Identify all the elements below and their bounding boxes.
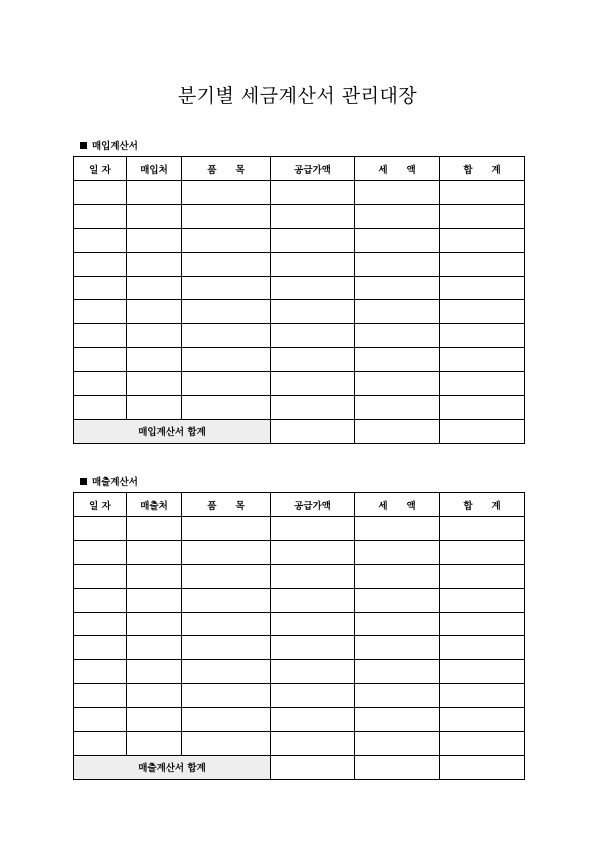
table-cell[interactable]: [182, 517, 271, 541]
table-cell[interactable]: [440, 204, 525, 228]
table-cell[interactable]: [127, 612, 182, 636]
column-header: 매입처: [127, 157, 182, 181]
table-cell[interactable]: [355, 540, 440, 564]
table-cell[interactable]: [440, 660, 525, 684]
table-cell[interactable]: [182, 708, 271, 732]
total-cell[interactable]: [271, 755, 355, 779]
table-cell[interactable]: [74, 348, 127, 372]
square-bullet-icon: [80, 478, 87, 485]
table-cell[interactable]: [182, 684, 271, 708]
column-header: 세 액: [355, 157, 440, 181]
total-row: [74, 419, 525, 443]
column-header: 공급가액: [271, 157, 355, 181]
column-header: 합 계: [440, 493, 525, 517]
table-cell[interactable]: [440, 372, 525, 396]
table-cell[interactable]: [74, 276, 127, 300]
table-cell[interactable]: [127, 181, 182, 205]
table-cell[interactable]: [355, 660, 440, 684]
table-row: [74, 732, 525, 756]
table-cell[interactable]: [127, 732, 182, 756]
table-cell[interactable]: [127, 324, 182, 348]
table-cell[interactable]: [440, 588, 525, 612]
table-cell[interactable]: [74, 636, 127, 660]
table-row: [74, 636, 525, 660]
table-cell[interactable]: [355, 228, 440, 252]
table-row: [74, 300, 525, 324]
sales-invoice-table: [73, 492, 525, 780]
table-cell[interactable]: [182, 276, 271, 300]
table-cell[interactable]: [182, 564, 271, 588]
table-cell[interactable]: [355, 708, 440, 732]
table-cell[interactable]: [271, 276, 355, 300]
table-cell[interactable]: [74, 181, 127, 205]
table-cell[interactable]: [440, 252, 525, 276]
total-cell[interactable]: [355, 419, 440, 443]
total-label: 매출계산서 합계: [74, 755, 271, 779]
purchase-invoice-table: [73, 156, 525, 444]
table-header-row: [74, 157, 525, 181]
table-row: [74, 276, 525, 300]
sales-section-label: [80, 474, 138, 488]
table-cell[interactable]: [74, 228, 127, 252]
total-cell[interactable]: [440, 419, 525, 443]
square-bullet-icon: [80, 142, 87, 149]
table-cell[interactable]: [355, 588, 440, 612]
table-cell[interactable]: [127, 396, 182, 420]
table-cell[interactable]: [182, 660, 271, 684]
table-cell[interactable]: [355, 276, 440, 300]
table-cell[interactable]: [271, 588, 355, 612]
table-cell[interactable]: [182, 372, 271, 396]
table-cell[interactable]: [271, 732, 355, 756]
table-cell[interactable]: [74, 324, 127, 348]
table-cell[interactable]: [127, 348, 182, 372]
table-row: [74, 228, 525, 252]
table-cell[interactable]: [74, 612, 127, 636]
table-row: [74, 204, 525, 228]
table-cell[interactable]: [127, 660, 182, 684]
sales-section-text: 매출계산서: [92, 477, 138, 488]
table-cell[interactable]: [355, 684, 440, 708]
column-header: 공급가액: [271, 493, 355, 517]
table-cell[interactable]: [440, 684, 525, 708]
table-cell[interactable]: [271, 396, 355, 420]
table-cell[interactable]: [127, 708, 182, 732]
table-cell[interactable]: [440, 396, 525, 420]
table-cell[interactable]: [355, 612, 440, 636]
table-cell[interactable]: [182, 252, 271, 276]
table-header-row: [74, 493, 525, 517]
table-cell[interactable]: [182, 588, 271, 612]
table-cell[interactable]: [355, 732, 440, 756]
total-label: 매입계산서 합계: [74, 419, 271, 443]
column-header: 세 액: [355, 493, 440, 517]
table-cell[interactable]: [440, 324, 525, 348]
table-cell[interactable]: [271, 540, 355, 564]
table-cell[interactable]: [271, 300, 355, 324]
table-cell[interactable]: [74, 684, 127, 708]
table-cell[interactable]: [127, 204, 182, 228]
table-cell[interactable]: [74, 204, 127, 228]
table-row: [74, 708, 525, 732]
table-cell[interactable]: [74, 396, 127, 420]
table-row: [74, 252, 525, 276]
table-cell[interactable]: [127, 564, 182, 588]
table-row: [74, 517, 525, 541]
table-cell[interactable]: [271, 636, 355, 660]
table-cell[interactable]: [355, 564, 440, 588]
table-cell[interactable]: [74, 540, 127, 564]
table-cell[interactable]: [127, 636, 182, 660]
table-cell[interactable]: [355, 348, 440, 372]
table-row: [74, 181, 525, 205]
page-title: 분기별 세금계산서 관리대장: [177, 85, 418, 107]
table-cell[interactable]: [440, 636, 525, 660]
table-cell[interactable]: [440, 732, 525, 756]
table-cell[interactable]: [182, 348, 271, 372]
table-row: [74, 372, 525, 396]
table-cell[interactable]: [74, 372, 127, 396]
table-cell[interactable]: [127, 517, 182, 541]
table-cell[interactable]: [127, 372, 182, 396]
table-cell[interactable]: [271, 181, 355, 205]
table-cell[interactable]: [127, 684, 182, 708]
table-cell[interactable]: [74, 660, 127, 684]
table-cell[interactable]: [74, 708, 127, 732]
table-row: [74, 324, 525, 348]
purchase-section-text: 매입계산서: [92, 141, 138, 152]
table-cell[interactable]: [440, 564, 525, 588]
table-cell[interactable]: [271, 660, 355, 684]
table-row: [74, 540, 525, 564]
table-cell[interactable]: [271, 372, 355, 396]
table-cell[interactable]: [355, 300, 440, 324]
table-cell[interactable]: [355, 204, 440, 228]
table-row: [74, 564, 525, 588]
column-header: 합 계: [440, 157, 525, 181]
table-cell[interactable]: [271, 228, 355, 252]
table-cell[interactable]: [440, 228, 525, 252]
column-header: 매출처: [127, 493, 182, 517]
table-cell[interactable]: [355, 636, 440, 660]
table-cell[interactable]: [74, 588, 127, 612]
table-cell[interactable]: [355, 517, 440, 541]
table-cell[interactable]: [74, 564, 127, 588]
table-cell[interactable]: [271, 612, 355, 636]
table-row: [74, 660, 525, 684]
table-row: [74, 588, 525, 612]
table-cell[interactable]: [440, 708, 525, 732]
purchase-section-label: [80, 138, 138, 152]
table-cell[interactable]: [271, 324, 355, 348]
column-header: 일 자: [74, 157, 127, 181]
table-cell[interactable]: [74, 517, 127, 541]
table-cell[interactable]: [271, 684, 355, 708]
table-cell[interactable]: [127, 276, 182, 300]
table-cell[interactable]: [355, 324, 440, 348]
total-row: [74, 755, 525, 779]
table-cell[interactable]: [127, 540, 182, 564]
table-cell[interactable]: [440, 612, 525, 636]
table-cell[interactable]: [182, 204, 271, 228]
table-cell[interactable]: [355, 396, 440, 420]
table-cell[interactable]: [182, 181, 271, 205]
total-cell[interactable]: [271, 419, 355, 443]
table-cell[interactable]: [74, 252, 127, 276]
table-cell[interactable]: [127, 252, 182, 276]
table-row: [74, 396, 525, 420]
table-cell[interactable]: [355, 252, 440, 276]
table-cell[interactable]: [440, 276, 525, 300]
column-header: 일 자: [74, 493, 127, 517]
table-cell[interactable]: [182, 636, 271, 660]
table-cell[interactable]: [127, 300, 182, 324]
table-cell[interactable]: [74, 732, 127, 756]
table-cell[interactable]: [271, 204, 355, 228]
table-cell[interactable]: [440, 348, 525, 372]
table-cell[interactable]: [440, 540, 525, 564]
table-cell[interactable]: [182, 396, 271, 420]
table-cell[interactable]: [182, 732, 271, 756]
table-cell[interactable]: [182, 612, 271, 636]
table-row: [74, 612, 525, 636]
table-cell[interactable]: [182, 324, 271, 348]
table-cell[interactable]: [74, 300, 127, 324]
table-row: [74, 348, 525, 372]
table-cell[interactable]: [440, 300, 525, 324]
table-cell[interactable]: [271, 517, 355, 541]
table-cell[interactable]: [440, 181, 525, 205]
table-cell[interactable]: [127, 588, 182, 612]
table-cell[interactable]: [182, 540, 271, 564]
table-cell[interactable]: [271, 348, 355, 372]
table-cell[interactable]: [440, 517, 525, 541]
table-cell[interactable]: [271, 252, 355, 276]
table-cell[interactable]: [182, 228, 271, 252]
table-cell[interactable]: [355, 181, 440, 205]
total-cell[interactable]: [355, 755, 440, 779]
table-cell[interactable]: [182, 300, 271, 324]
table-row: [74, 684, 525, 708]
table-cell[interactable]: [271, 564, 355, 588]
table-cell[interactable]: [271, 708, 355, 732]
table-cell[interactable]: [127, 228, 182, 252]
column-header: 품 목: [182, 157, 271, 181]
column-header: 품 목: [182, 493, 271, 517]
total-cell[interactable]: [440, 755, 525, 779]
table-cell[interactable]: [355, 372, 440, 396]
